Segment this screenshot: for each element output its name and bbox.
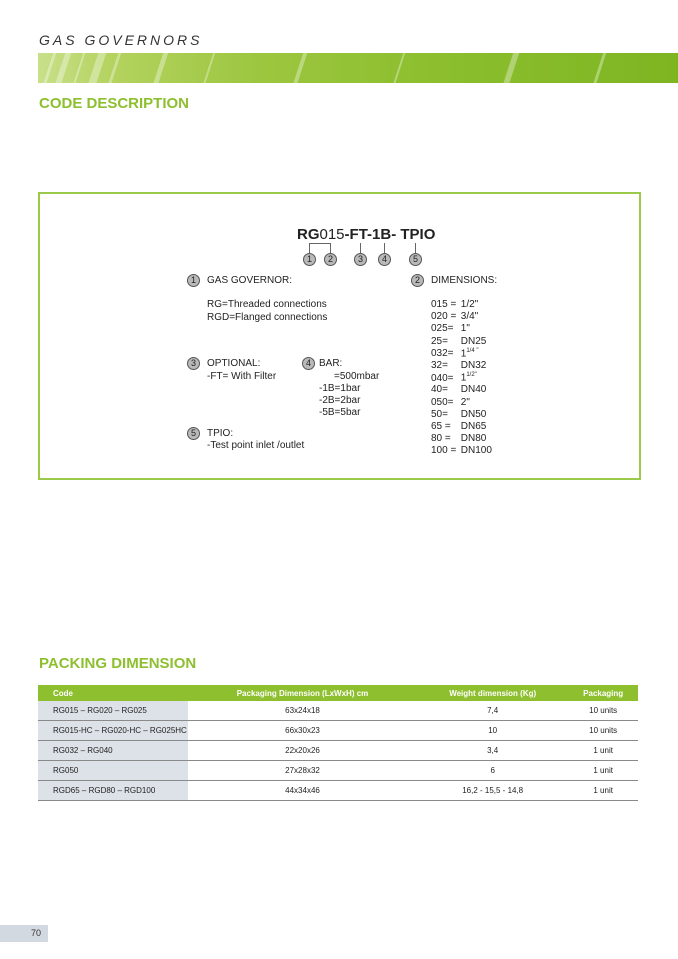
band-stripe	[591, 53, 608, 83]
table-row	[38, 721, 638, 741]
cell-packaging: 10 units	[568, 721, 638, 741]
dimension-value: 1/2"	[460, 299, 479, 310]
table-row	[38, 741, 638, 761]
dimension-row	[431, 336, 486, 347]
leader-line	[415, 243, 416, 253]
gas-governor-line: RGD=Flanged connections	[207, 312, 328, 323]
marker-circle: 3	[354, 253, 367, 266]
dimension-code: 50=	[431, 408, 448, 420]
cell-dimension: 63x24x18	[188, 701, 417, 721]
model-code	[297, 226, 435, 243]
dimension-code: 25=	[431, 335, 448, 347]
dimension-value: DN80	[460, 433, 487, 445]
dimension-value: 2"	[460, 396, 470, 408]
cell-weight: 7,4	[417, 701, 568, 721]
dimension-row	[431, 299, 478, 310]
dimension-code: 032=	[431, 348, 454, 360]
dimension-code: 32=	[431, 360, 448, 371]
dimension-row	[431, 348, 478, 359]
dimensions-num: 2	[411, 274, 424, 287]
cell-dimension: 44x34x46	[188, 781, 417, 801]
dimension-row	[431, 323, 470, 334]
dimension-value: 1	[460, 348, 467, 360]
dimension-code: 040=	[431, 372, 454, 384]
dimension-value: DN65	[460, 421, 487, 432]
marker-circle: 5	[409, 253, 422, 266]
dimension-code: 050=	[431, 396, 454, 408]
leader-line	[309, 243, 310, 253]
dimension-row	[431, 433, 486, 444]
leader-line	[309, 243, 331, 244]
col-header-code: Code	[38, 685, 188, 701]
dimension-row	[431, 384, 486, 395]
cell-code: RG015 – RG020 – RG025	[38, 701, 188, 721]
dimension-row	[431, 397, 470, 408]
dimension-code: 40=	[431, 384, 448, 396]
cell-weight: 6	[417, 761, 568, 781]
gas-governor-title: GAS GOVERNOR:	[207, 275, 293, 286]
cell-packaging: 1 unit	[568, 781, 638, 801]
cell-weight: 10	[417, 721, 568, 741]
tpio-line: -Test point inlet /outlet	[207, 440, 305, 451]
band-stripe	[86, 53, 108, 83]
col-header-packaging-dimension: Packaging Dimension (LxWxH) cm	[188, 685, 417, 701]
header-band	[38, 53, 678, 83]
cell-code: RG050	[38, 761, 188, 781]
page-number: 70	[0, 925, 48, 942]
dimension-value: DN100	[460, 445, 492, 457]
cell-dimension: 66x30x23	[188, 721, 417, 741]
band-stripe	[201, 53, 217, 83]
cell-packaging: 1 unit	[568, 761, 638, 781]
dimension-value: DN32	[460, 360, 487, 371]
dimension-value: 1	[460, 372, 467, 384]
dimensions-title: DIMENSIONS:	[431, 275, 498, 286]
dimension-row	[431, 311, 478, 322]
bar-num: 4	[302, 357, 315, 370]
band-stripe	[41, 53, 58, 83]
section-title-code-description: CODE DESCRIPTION	[39, 95, 190, 112]
gas-governor-num: 1	[187, 274, 200, 287]
dimension-code: 65 =	[431, 421, 451, 432]
optional-line: -FT= With Filter	[207, 371, 277, 382]
dimension-row	[431, 360, 486, 371]
dimension-row	[431, 372, 477, 383]
bar-line: -1B=1bar	[319, 383, 361, 394]
cell-packaging: 10 units	[568, 701, 638, 721]
band-stripe	[106, 53, 123, 83]
cell-dimension: 27x28x32	[188, 761, 417, 781]
dimension-row	[431, 421, 486, 432]
cell-code: RGD65 – RGD80 – RGD100	[38, 781, 188, 801]
tpio-title: TPIO:	[207, 428, 234, 439]
band-stripe	[501, 53, 521, 83]
optional-num: 3	[187, 357, 200, 370]
band-stripe	[291, 53, 309, 83]
dimension-value: 1"	[460, 323, 470, 335]
dimension-fraction: 1/2"	[466, 372, 477, 379]
cell-weight: 16,2 - 15,5 - 14,8	[417, 781, 568, 801]
bar-line: -5B=5bar	[319, 407, 361, 418]
table-row	[38, 701, 638, 721]
cell-weight: 3,4	[417, 741, 568, 761]
col-header-weight: Weight dimension (Kg)	[417, 685, 568, 701]
tpio-num: 5	[187, 427, 200, 440]
leader-line	[384, 243, 385, 253]
dimension-value: DN40	[460, 384, 487, 396]
model-prefix: RG	[297, 226, 320, 243]
dimension-fraction: 1/4 "	[466, 347, 479, 354]
section-title-packing-dimension: PACKING DIMENSION	[39, 655, 197, 672]
marker-circle: 2	[324, 253, 337, 266]
marker-circle: 4	[378, 253, 391, 266]
cell-code: RG015-HC – RG020-HC – RG025HC	[38, 721, 188, 741]
dimension-code: 100 =	[431, 445, 457, 457]
cell-code: RG032 – RG040	[38, 741, 188, 761]
table-row	[38, 761, 638, 781]
dimension-code: 80 =	[431, 433, 451, 445]
optional-title: OPTIONAL:	[207, 358, 261, 369]
band-stripe	[53, 53, 73, 83]
dimension-code: 025=	[431, 323, 454, 335]
bar-title: BAR:	[319, 358, 343, 369]
dimension-value: DN25	[460, 335, 487, 347]
table-header-row	[38, 685, 638, 701]
cell-dimension: 22x20x26	[188, 741, 417, 761]
dimension-code: 015 =	[431, 299, 457, 310]
dimension-value: DN50	[460, 408, 487, 420]
band-stripe	[71, 53, 87, 83]
dimension-row	[431, 409, 486, 420]
bar-line: -2B=2bar	[319, 395, 361, 406]
band-stripe	[151, 53, 170, 83]
band-stripe	[391, 53, 407, 83]
cell-packaging: 1 unit	[568, 741, 638, 761]
packing-table	[38, 685, 638, 801]
model-suffix: -FT-1B- TPIO	[344, 226, 436, 243]
marker-circle: 1	[303, 253, 316, 266]
bar-line: =500mbar	[334, 371, 380, 382]
table-row	[38, 781, 638, 801]
gas-governor-line: RG=Threaded connections	[207, 299, 327, 310]
dimension-value: 3/4"	[460, 311, 479, 323]
model-middle: 015	[319, 226, 345, 243]
dimension-code: 020 =	[431, 311, 457, 323]
leader-line	[360, 243, 361, 253]
header-title: GAS GOVERNORS	[39, 32, 203, 48]
dimension-row	[431, 445, 492, 456]
col-header-packaging: Packaging	[568, 685, 638, 701]
leader-line	[330, 243, 331, 253]
